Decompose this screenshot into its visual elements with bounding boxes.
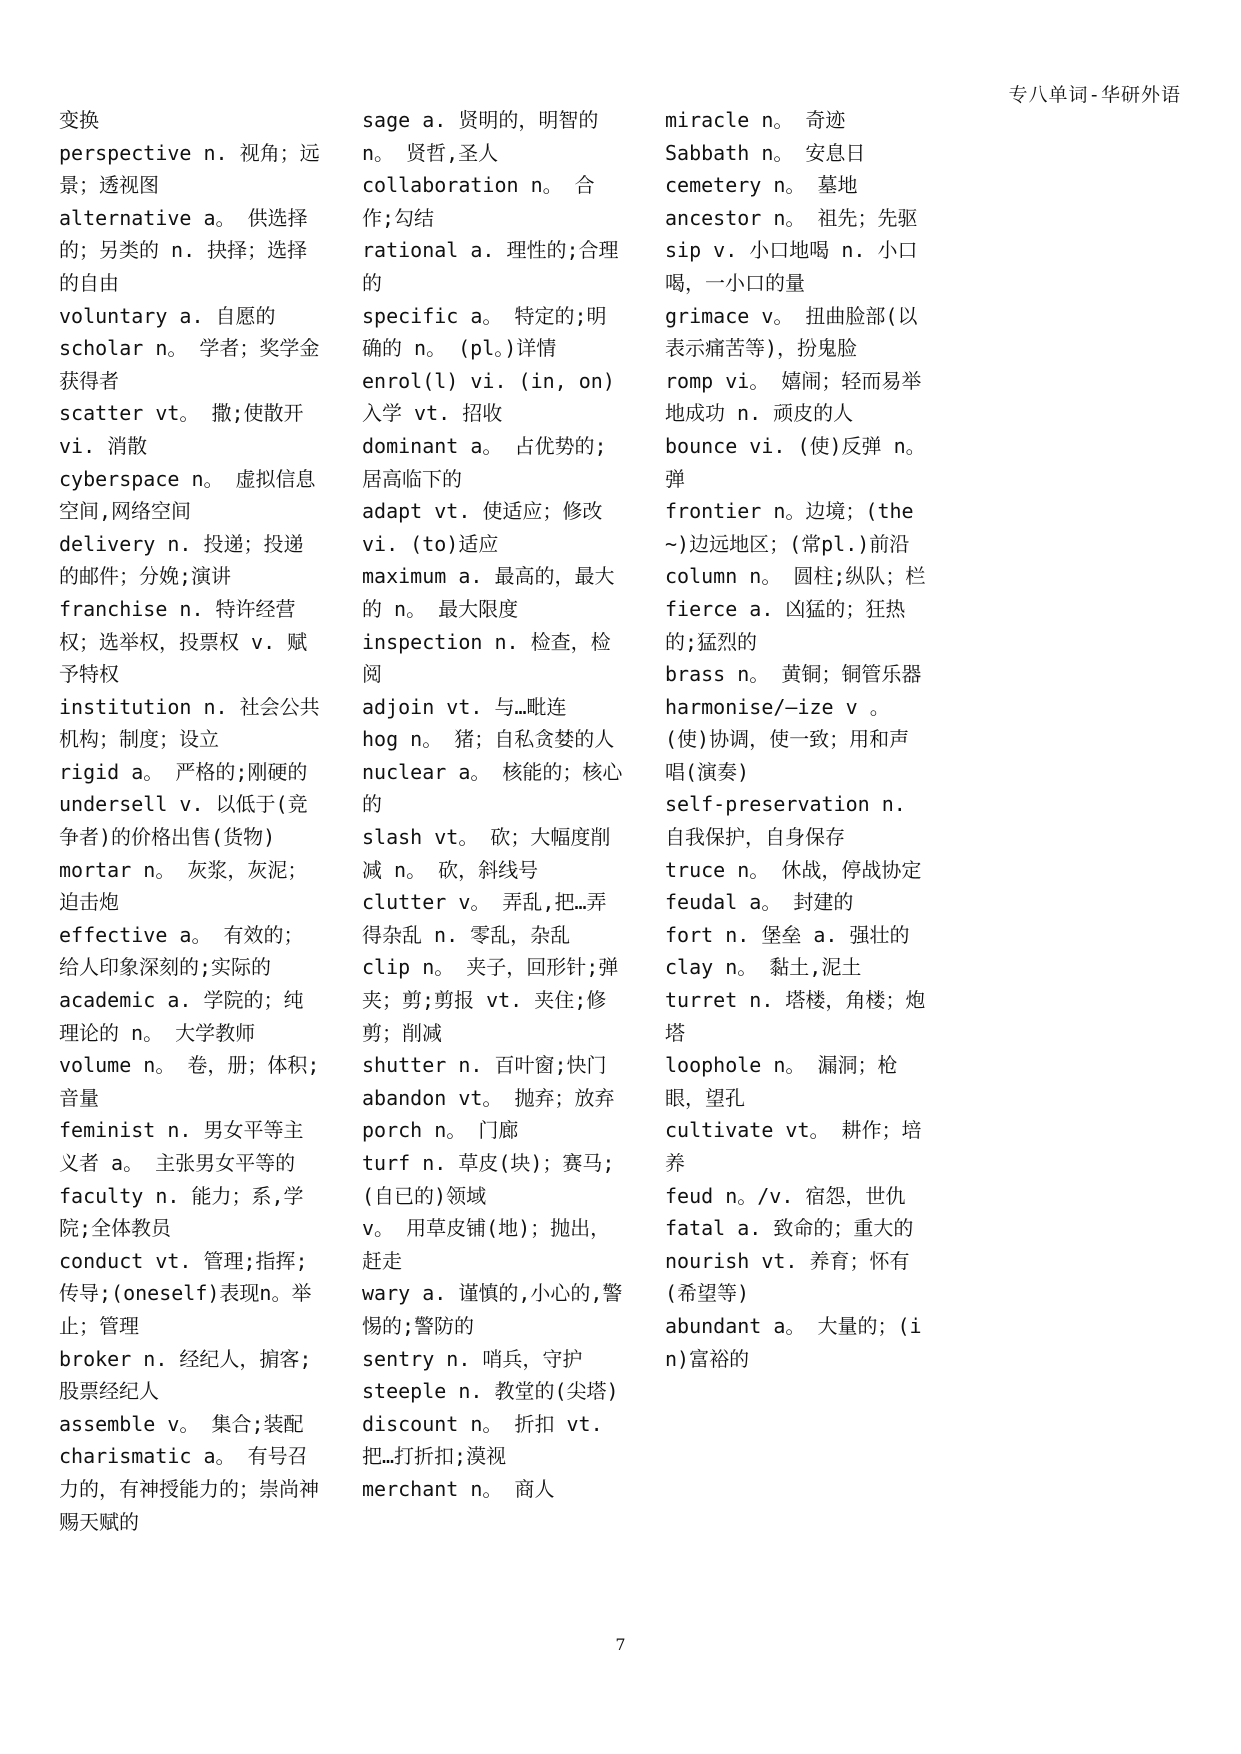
vocab-entry: charismatic a。 有号召力的，有神授能力的；崇尚神赐天赋的 <box>59 1444 319 1534</box>
vocab-entry: feud n。/v. 宿怨，世仇 <box>665 1183 906 1208</box>
vocab-entry: scholar n。 学者；奖学金获得者 <box>59 336 320 393</box>
vocab-entry: romp vi。 嬉闹；轻而易举地成功 n. 顽皮的人 <box>665 368 922 426</box>
column-3 <box>665 104 927 1375</box>
vocab-entry: brass n。 黄铜；铜管乐器 <box>665 662 922 687</box>
vocab-entry: scatter vt。 撒;使散开 vi. 消散 <box>59 401 304 458</box>
vocab-entry: steeple n. 教堂的(尖塔) <box>362 1379 619 1404</box>
vocab-entry: discount n。 折扣 vt. 把…打折扣;漠视 <box>362 1411 603 1469</box>
vocab-entry: fort n. 堡垒 a. 强壮的 <box>665 922 910 947</box>
vocab-entry: fierce a. 凶猛的；狂热的;猛烈的 <box>665 596 906 654</box>
vocab-entry: column n。 圆柱;纵队；栏 <box>665 564 926 589</box>
vocab-entry: clay n。 黏土,泥土 <box>665 955 862 980</box>
vocab-entry: institution n. 社会公共机构；制度；设立 <box>59 694 320 752</box>
column-1 <box>59 104 321 1538</box>
vocab-entry: volume n。 卷，册；体积;音量 <box>59 1053 320 1110</box>
vocab-entry: rational a. 理性的;合理的 <box>362 238 619 295</box>
vocabulary-columns <box>0 104 1241 1644</box>
vocab-entry: franchise n. 特许经营权；选举权，投票权 v. 赋予特权 <box>59 596 308 687</box>
vocab-entry: cyberspace n。 虚拟信息空间,网络空间 <box>59 466 316 524</box>
vocab-entry: self-preservation n. 自我保护，自身保存 <box>665 792 906 850</box>
vocab-entry: sentry n. 哨兵，守护 <box>362 1346 583 1371</box>
vocab-entry: grimace v。 扭曲脸部(以表示痛苦等)，扮鬼脸 <box>665 303 918 361</box>
vocab-entry: porch n。 门廊 <box>362 1118 519 1143</box>
vocab-entry: sip v. 小口地喝 n. 小口喝，一小口的量 <box>665 238 918 295</box>
vocab-entry: loophole n。 漏洞；枪眼，望孔 <box>665 1053 898 1110</box>
vocab-entry: wary a. 谨慎的,小心的,警惕的;警防的 <box>362 1281 623 1338</box>
vocab-entry: broker n. 经纪人，掮客;股票经纪人 <box>59 1346 312 1404</box>
page-header: 专八单词-华研外语 <box>1008 84 1181 106</box>
vocab-entry: collaboration n。 合作;勾结 <box>362 173 595 230</box>
vocab-entry: specific a。 特定的;明确的 n。 (pl。)详情 <box>362 303 607 361</box>
vocab-entry: adjoin vt. 与…毗连 <box>362 694 567 719</box>
vocab-entry: sage a. 贤明的，明智的 n。 贤哲,圣人 <box>362 108 599 165</box>
vocab-entry: frontier n。边境；(the ~)边远地区；(常pl.)前沿 <box>665 499 914 556</box>
vocab-entry: delivery n. 投递；投递的邮件；分娩;演讲 <box>59 531 304 589</box>
vocab-entry: miracle n。 奇迹 <box>665 108 846 132</box>
vocab-entry: mortar n。 灰浆，灰泥；迫击炮 <box>59 857 308 915</box>
vocab-entry: turret n. 塔楼，角楼；炮塔 <box>665 988 926 1045</box>
vocab-entry: alternative a。 供选择的；另类的 n. 抉择；选择的自由 <box>59 205 308 295</box>
vocab-entry: feminist n. 男女平等主义者 a。 主张男女平等的 <box>59 1118 304 1175</box>
vocab-entry: dominant a。 占优势的;居高临下的 <box>362 433 607 491</box>
vocab-entry: rigid a。 严格的;刚硬的 <box>59 759 308 784</box>
vocab-entry: voluntary a. 自愿的 <box>59 303 276 328</box>
vocab-entry: inspection n. 检查，检阅 <box>362 629 611 687</box>
vocab-entry: merchant n。 商人 <box>362 1476 555 1501</box>
vocab-entry: nourish vt. 养育；怀有(希望等) <box>665 1248 910 1306</box>
vocab-entry: adapt vt. 使适应；修改 vi. (to)适应 <box>362 499 603 556</box>
vocab-entry: 变换 <box>59 108 99 132</box>
page-number: 7 <box>615 1635 626 1654</box>
vocab-entry: maximum a. 最高的，最大的 n。 最大限度 <box>362 564 615 621</box>
vocab-entry: effective a。 有效的；给人印象深刻的;实际的 <box>59 922 304 980</box>
vocab-entry: ancestor n。 祖先；先驱 <box>665 205 918 230</box>
vocab-entry: slash vt。 砍；大幅度削减 n。 砍，斜线号 <box>362 825 611 882</box>
vocab-entry: undersell v. 以低于(竞争者)的价格出售(货物) <box>59 792 308 850</box>
vocab-entry: hog n。 猪；自私贪婪的人 <box>362 727 615 752</box>
vocab-entry: cultivate vt。 耕作；培养 <box>665 1118 922 1175</box>
vocab-entry: faculty n. 能力；系,学院;全体教员 <box>59 1183 304 1241</box>
vocab-entry: enrol(l) vi. (in, on)入学 vt. 招收 <box>362 368 615 426</box>
vocab-entry: bounce vi. (使)反弹 n。 弹 <box>665 433 926 491</box>
vocab-entry: clip n。 夹子，回形针;弹夹；剪;剪报 vt. 夹住;修剪；削减 <box>362 955 619 1045</box>
vocab-entry: nuclear a。 核能的；核心的 <box>362 759 623 817</box>
vocab-entry: academic a. 学院的；纯理论的 n。 大学教师 <box>59 988 304 1045</box>
vocab-entry: Sabbath n。 安息日 <box>665 140 866 165</box>
vocab-entry: feudal a。 封建的 <box>665 890 854 915</box>
column-2 <box>362 104 624 1506</box>
vocab-entry: abundant a。 大量的；(in)富裕的 <box>665 1313 922 1371</box>
vocab-entry: harmonise/—ize v 。 (使)协调，使一致；用和声唱(演奏) <box>665 694 910 784</box>
vocab-entry: perspective n. 视角；远景；透视图 <box>59 140 320 198</box>
vocab-entry: abandon vt。 抛弃；放弃 <box>362 1085 615 1110</box>
vocab-entry: conduct vt. 管理;指挥;传导;(oneself)表现n。举止；管理 <box>59 1248 312 1338</box>
vocab-entry: cemetery n。 墓地 <box>665 173 858 198</box>
vocab-entry: clutter v。 弄乱,把…弄得杂乱 n. 零乱，杂乱 <box>362 890 607 947</box>
vocab-entry: v。 用草皮铺(地)；抛出，赶走 <box>362 1216 611 1273</box>
vocab-entry: fatal a. 致命的；重大的 <box>665 1216 914 1241</box>
vocab-entry: assemble v。 集合;装配 <box>59 1411 304 1436</box>
vocab-entry: truce n。 休战，停战协定 <box>665 857 922 882</box>
vocab-entry: turf n. 草皮(块)；赛马;(自已的)领域 <box>362 1151 615 1208</box>
vocab-entry: shutter n. 百叶窗;快门 <box>362 1053 607 1078</box>
